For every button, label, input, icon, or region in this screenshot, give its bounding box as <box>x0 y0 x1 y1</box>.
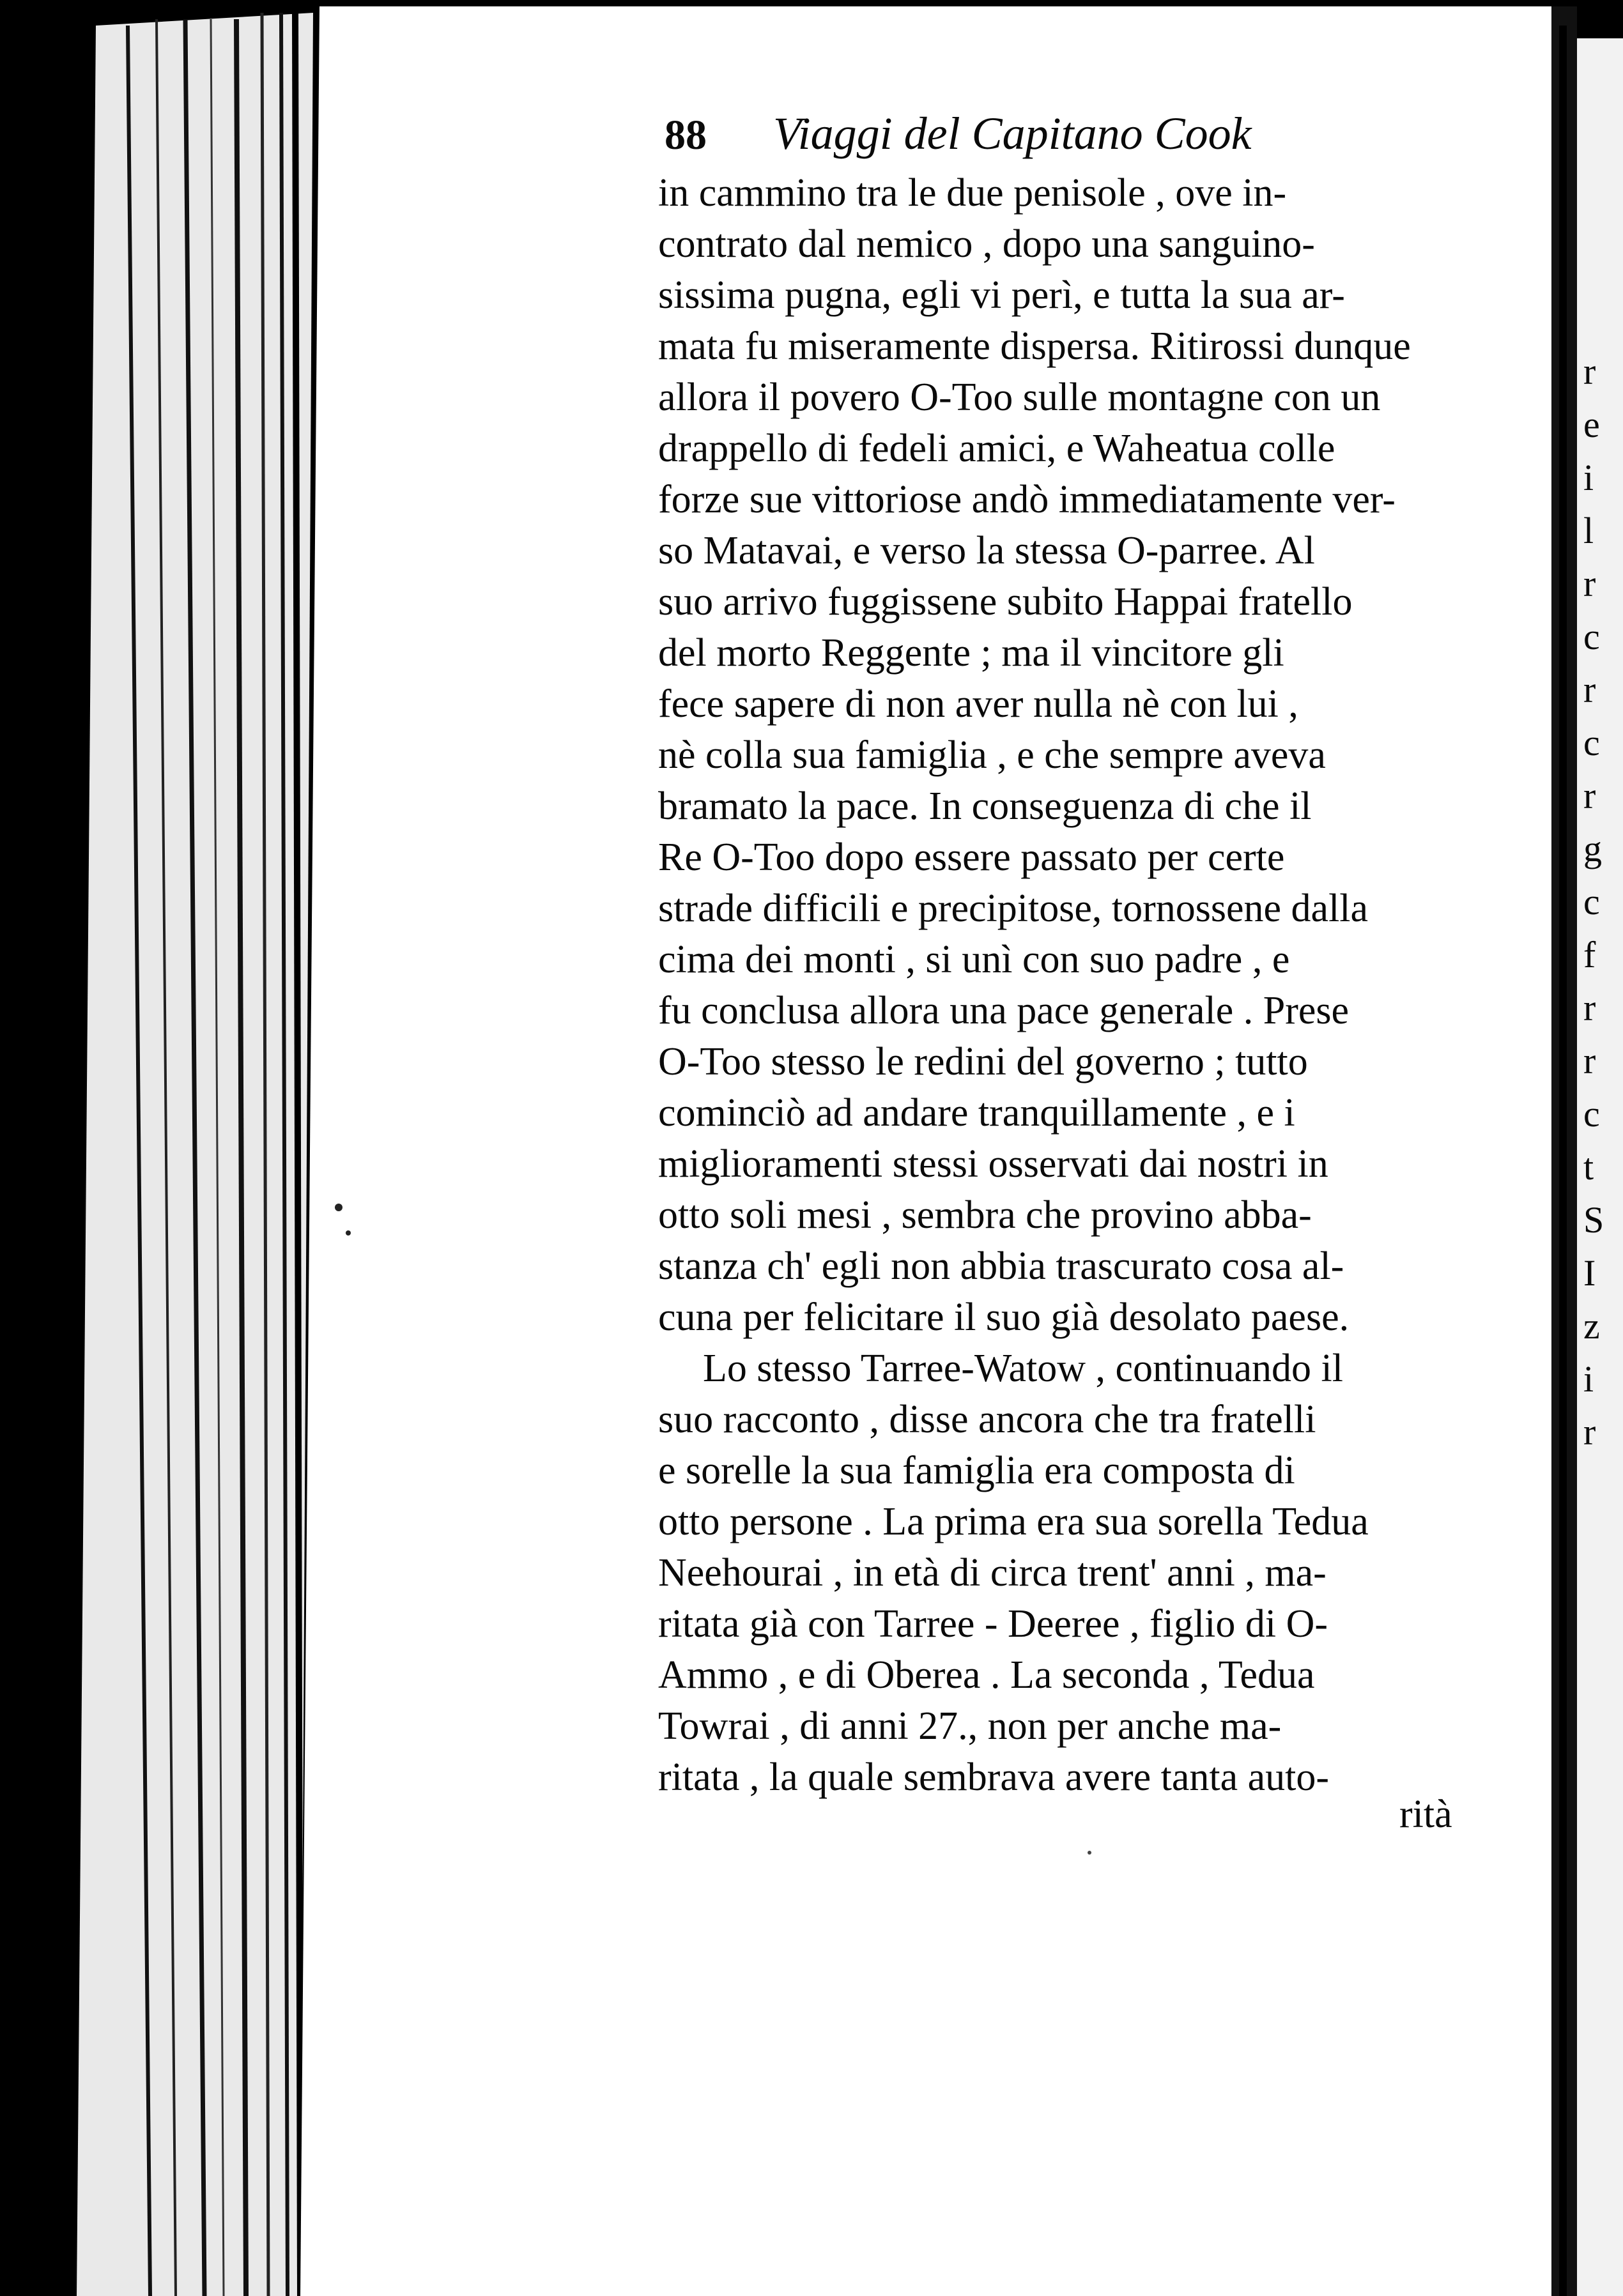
edge-letter: i <box>1583 457 1594 498</box>
text-line: otto persone . La prima era sua sorella Tedua <box>658 1500 1369 1543</box>
catchword: rità <box>1399 1793 1452 1836</box>
text-line: bramato la pace. In conseguenza di che il <box>658 784 1312 828</box>
text-line: suo arrivo fuggissene subito Happai fratello <box>658 580 1353 624</box>
facing-page-edge <box>1583 345 1615 1458</box>
edge-letter: z <box>1583 1305 1600 1347</box>
text-line: contrato dal nemico , dopo una sanguino- <box>658 222 1315 266</box>
running-header <box>665 107 1406 165</box>
text-line: strade difficili e precipitose, tornossene dalla <box>658 887 1369 930</box>
edge-letter: r <box>1583 563 1596 604</box>
text-line: Towrai , di anni 27., non per anche ma- <box>658 1704 1282 1748</box>
edge-letter: r <box>1583 987 1596 1029</box>
edge-letter: I <box>1583 1252 1596 1294</box>
text-line: Neehourai , in età di circa trent' anni , ma- <box>658 1551 1327 1595</box>
text-line: cima dei monti , si unì con suo padre , e <box>658 938 1290 981</box>
text-line: Re O-Too dopo essere passato per certe <box>658 836 1285 879</box>
text-line: miglioramenti stessi osservati dai nostri in <box>658 1142 1328 1186</box>
text-line: allora il povero O-Too sulle montagne con un <box>658 376 1381 419</box>
edge-letter: l <box>1583 510 1594 551</box>
text-line: drappello di fedeli amici, e Waheatua colle <box>658 427 1335 470</box>
edge-letter: c <box>1583 722 1600 763</box>
text-line: sissima pugna, egli vi perì, e tutta la sua ar- <box>658 273 1345 317</box>
text-line: ritata , la quale sembrava avere tanta auto- <box>658 1756 1330 1799</box>
page-number: 88 <box>665 112 707 158</box>
edge-letter: S <box>1583 1199 1604 1241</box>
text-line: stanza ch' egli non abbia trascurato cosa al- <box>658 1244 1344 1288</box>
text-line: Lo stesso Tarree-Watow , continuando il <box>703 1347 1343 1390</box>
edge-letter: r <box>1583 775 1596 816</box>
edge-letter: g <box>1583 828 1602 869</box>
edge-letter: i <box>1583 1358 1594 1400</box>
text-line: fece sapere di non aver nulla nè con lui , <box>658 682 1298 726</box>
edge-letter: r <box>1583 351 1596 392</box>
text-line: suo racconto , disse ancora che tra fratelli <box>658 1398 1316 1441</box>
text-line: O-Too stesso le redini del governo ; tutto <box>658 1040 1308 1083</box>
text-line: forze sue vittoriose andò immediatamente ver- <box>658 478 1396 521</box>
text-line: Ammo , e di Oberea . La seconda , Tedua <box>658 1653 1315 1697</box>
text-line: cominciò ad andare tranquillamente , e i <box>658 1091 1295 1135</box>
text-line: ritata già con Tarree - Deeree , figlio di O- <box>658 1602 1328 1646</box>
text-line: cuna per felicitare il suo già desolato paese. <box>658 1296 1350 1339</box>
edge-letter: r <box>1583 669 1596 710</box>
edge-letter: c <box>1583 1093 1600 1135</box>
text-line: fu conclusa allora una pace generale . Prese <box>658 989 1350 1032</box>
text-line: in cammino tra le due penisole , ove in- <box>658 171 1287 215</box>
edge-letter: f <box>1583 934 1596 976</box>
edge-letter: r <box>1583 1411 1596 1453</box>
edge-letter: r <box>1583 1040 1596 1082</box>
edge-letter: e <box>1583 404 1600 445</box>
edge-letter: c <box>1583 616 1600 657</box>
running-title: Viaggi del Capitano Cook <box>773 108 1252 159</box>
edge-letter: c <box>1583 881 1600 922</box>
edge-letter: t <box>1583 1146 1594 1188</box>
text-line: e sorelle la sua famiglia era composta di <box>658 1449 1295 1492</box>
text-line: del morto Reggente ; ma il vincitore gli <box>658 631 1284 675</box>
text-line: nè colla sua famiglia , e che sempre aveva <box>658 733 1326 777</box>
text-line: mata fu miseramente dispersa. Ritirossi dunque <box>658 325 1411 368</box>
text-line: otto soli mesi , sembra che provino abba- <box>658 1193 1312 1237</box>
text-line: so Matavai, e verso la stessa O-parree. Al <box>658 529 1315 572</box>
